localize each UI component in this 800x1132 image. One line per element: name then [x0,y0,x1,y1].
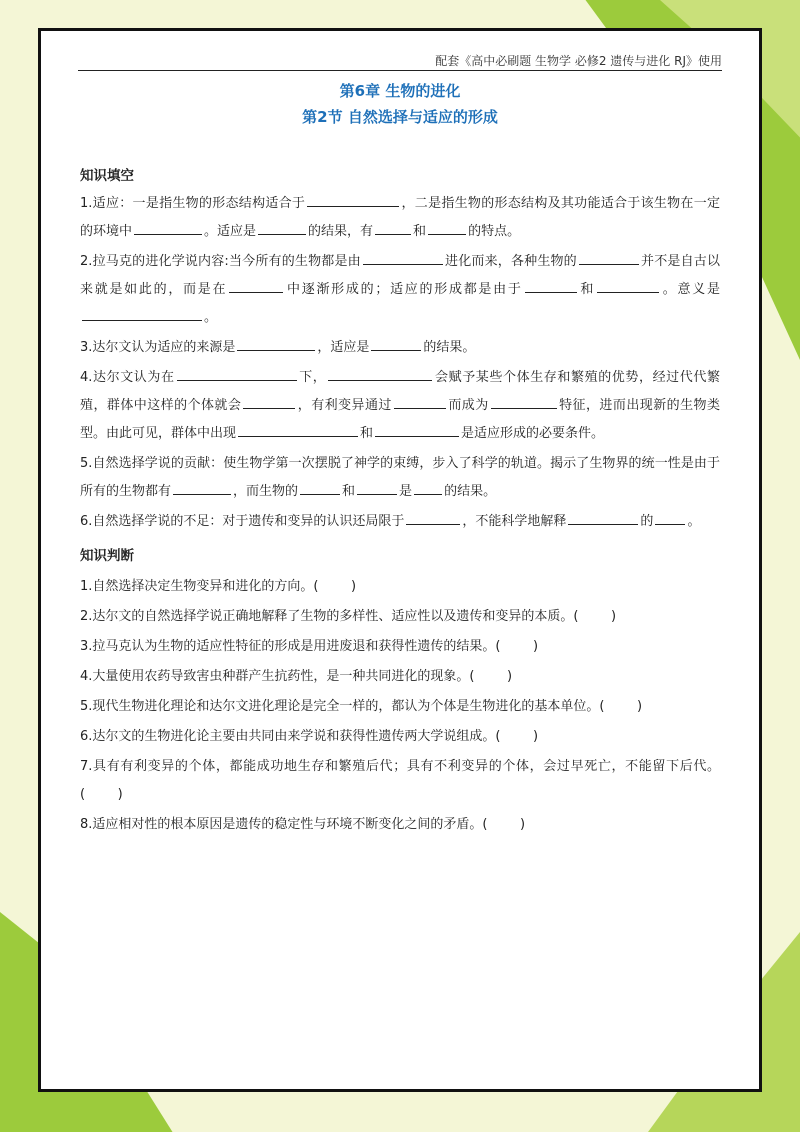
answer-blank[interactable] [375,220,411,235]
section-title: 第2节 自然选择与适应的形成 [302,108,498,126]
header-divider [78,70,722,71]
title-block [0,78,800,130]
answer-blank[interactable] [375,422,459,437]
answer-blank[interactable] [655,510,685,525]
answer-blank[interactable] [237,336,315,351]
answer-blank[interactable] [307,192,399,207]
answer-paren[interactable]: ( ) [495,729,539,744]
answer-blank[interactable] [597,278,659,293]
answer-blank[interactable] [371,336,421,351]
judge-item-8: 8.适应相对性的根本原因是遗传的稳定性与环境不断变化之间的矛盾。( ) [80,817,526,832]
header-caption: 配套《高中必刷题 生物学 必修2 遗传与进化 RJ》使用 [435,54,722,68]
answer-blank[interactable] [243,394,295,409]
fill-item-1: 1.适应：一是指生物的形态结构适合于 ，二是指生物的形态结构及其功能适合于该生物在一定的环境中 。适应是 的结果，有 和 的特点。 [80,190,720,246]
answer-paren[interactable]: ( ) [469,669,513,684]
judge-item-3: 3.拉马克认为生物的适应性特征的形成是用进废退和获得性遗传的结果。( ) [80,639,539,654]
judge-item-4: 4.大量使用农药导致害虫种群产生抗药性，是一种共同进化的现象。( ) [80,669,513,684]
answer-blank[interactable] [177,366,297,381]
answer-blank[interactable] [300,480,340,495]
worksheet-content [80,160,720,839]
answer-paren[interactable]: ( ) [80,787,123,802]
answer-paren[interactable]: ( ) [313,579,357,594]
answer-blank[interactable] [229,278,283,293]
answer-blank[interactable] [414,480,442,495]
answer-paren[interactable]: ( ) [482,817,526,832]
answer-paren[interactable]: ( ) [599,699,643,714]
answer-paren[interactable]: ( ) [495,639,539,654]
answer-blank[interactable] [491,394,557,409]
judge-item-5: 5.现代生物进化理论和达尔文进化理论是完全一样的，都认为个体是生物进化的基本单位。( ) [80,699,643,714]
fill-item-2: 2.拉马克的进化学说内容:当今所有的生物都是由 进化而来，各种生物的 并不是自古以来就是如此的，而是在 中逐渐形成的；适应的形成都是由于 和 。意义是。 [80,248,720,332]
answer-blank[interactable] [258,220,306,235]
answer-blank[interactable] [357,480,397,495]
judge-item-6: 6.达尔文的生物进化论主要由共同由来学说和获得性遗传两大学说组成。( ) [80,729,539,744]
judge-section-heading: 知识判断 [80,548,134,564]
chapter-title: 第6章 生物的进化 [339,82,461,100]
judge-item-2: 2.达尔文的自然选择学说正确地解释了生物的多样性、适应性以及遗传和变异的本质。( ) [80,609,617,624]
fill-item-5: 5.自然选择学说的贡献：使生物学第一次摆脱了神学的束缚，步入了科学的轨道。揭示了生物界的统一性是由于所有的生物都有 ，而生物的 和 是 的结果。 [80,456,720,499]
answer-blank[interactable] [82,306,202,321]
answer-blank[interactable] [363,250,443,265]
answer-blank[interactable] [428,220,466,235]
answer-paren[interactable]: ( ) [573,609,617,624]
fill-section-heading: 知识填空 [80,168,134,184]
answer-blank[interactable] [579,250,639,265]
fill-item-4: 4.达尔文认为在 下， 会赋予某些个体生存和繁殖的优势，经过代代繁殖，群体中这样的个体就会 ，有利变异通过 而成为 特征，进而出现新的生物类型。由此可见，群体中出现 和 是适应形成的必要条件。 [80,364,720,448]
judge-item-7: 7.具有有利变异的个体，都能成功地生存和繁殖后代；具有不利变异的个体，会过早死亡，不能留下后代。( ) [80,759,720,802]
answer-blank[interactable] [406,510,460,525]
answer-blank[interactable] [328,366,432,381]
answer-blank[interactable] [173,480,231,495]
fill-item-3: 3.达尔文认为适应的来源是 ，适应是 的结果。 [80,334,720,362]
answer-blank[interactable] [394,394,446,409]
answer-blank[interactable] [525,278,577,293]
answer-blank[interactable] [134,220,202,235]
answer-blank[interactable] [238,422,358,437]
answer-blank[interactable] [568,510,638,525]
judge-item-1: 1.自然选择决定生物变异和进化的方向。( ) [80,579,357,594]
fill-item-6: 6.自然选择学说的不足：对于遗传和变异的认识还局限于 ，不能科学地解释 的 。 [80,508,720,536]
